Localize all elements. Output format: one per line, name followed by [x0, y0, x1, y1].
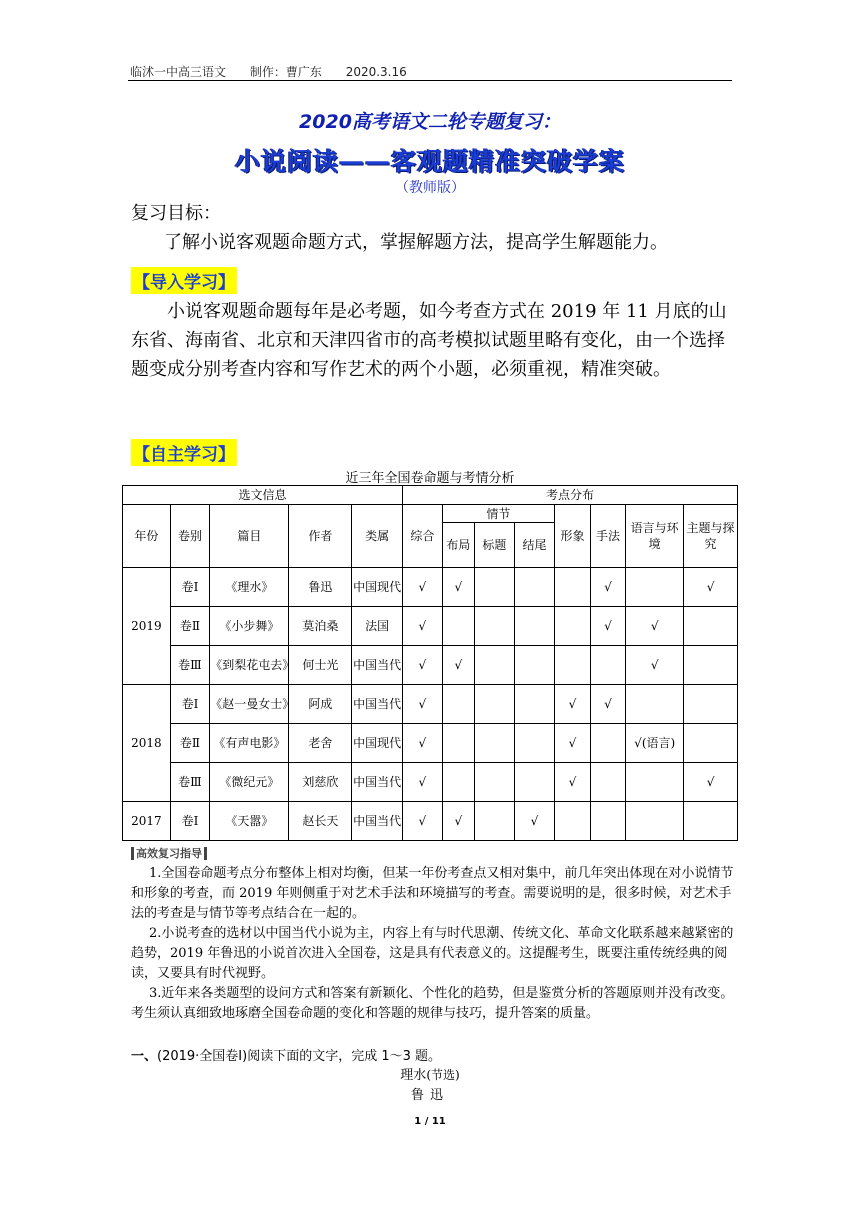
cell-mark: √	[403, 763, 443, 802]
cell-mark	[475, 568, 515, 607]
story-author: 鲁迅	[410, 1088, 449, 1103]
header-rule	[128, 80, 732, 81]
cell-volume: 卷Ⅰ	[170, 685, 210, 724]
intro-paragraph: 小说客观题命题每年是必考题，如今考查方式在 2019 年 11 月底的山东省、海南省、北京和天津四省市的高考模拟试题里略有变化，由一个选择题变成分别考查内容和写作艺术的两个小题，必须重视，精准突破。	[131, 301, 727, 380]
cell-mark	[684, 802, 738, 841]
cell-mark: √(语言)	[626, 724, 684, 763]
cell-volume: 卷Ⅱ	[170, 607, 210, 646]
goals-label: 复习目标：	[131, 203, 221, 224]
guide-paragraph-2: 2.小说考查的选材以中国当代小说为主，内容上有与时代思潮、传统文化、革命文化联系越来越紧密的趋势，2019 年鲁迅的小说首次进入全国卷，这是具有代表意义的。这提醒考生，既要注重传统经典的阅读，又要具有时代视野。	[131, 926, 734, 981]
cell-author: 何士光	[289, 646, 352, 685]
cell-mark	[475, 685, 515, 724]
cell-mark	[514, 685, 555, 724]
cell-mark: √	[626, 646, 684, 685]
cell-category: 中国当代	[352, 802, 403, 841]
table-row	[123, 607, 738, 646]
cell-mark: √	[403, 607, 443, 646]
cell-mark	[442, 685, 474, 724]
cell-mark	[475, 646, 515, 685]
cell-volume: 卷Ⅰ	[170, 568, 210, 607]
col-header-volume: 卷别	[170, 505, 210, 568]
cell-piece: 《赵一曼女士》	[210, 685, 289, 724]
cell-category: 中国现代	[352, 568, 403, 607]
header-maker: 制作：曹广东	[249, 65, 322, 79]
cell-mark: √	[684, 763, 738, 802]
cell-mark	[475, 802, 515, 841]
table-row	[123, 802, 738, 841]
page-number: 1 / 11	[414, 1116, 446, 1127]
intro-section-label: 【导入学习】	[131, 267, 237, 294]
question-prompt	[131, 1045, 441, 1064]
cell-mark	[475, 724, 515, 763]
cell-category: 中国当代	[352, 646, 403, 685]
cell-mark: √	[403, 568, 443, 607]
cell-piece: 《理水》	[210, 568, 289, 607]
guide-paragraph-1: 1.全国卷命题考点分布整体上相对均衡，但某一年份考查点又相对集中，前几年突出体现在对小说情节和形象的考查，而 2019 年则侧重于对艺术手法和环境描写的考查。需要说明的是，很多时候，对艺术手法的考查是与情节等考点结合在一起的。	[131, 866, 734, 921]
cell-mark	[555, 607, 591, 646]
cell-mark	[590, 763, 626, 802]
cell-category: 中国现代	[352, 724, 403, 763]
col-header-heading: 标题	[475, 523, 515, 568]
cell-mark	[684, 646, 738, 685]
doc-subtitle: 小说阅读——客观题精准突破学案	[234, 147, 625, 176]
table-title: 近三年全国卷命题与考情分析	[345, 471, 515, 486]
cell-category: 中国当代	[352, 685, 403, 724]
cell-volume: 卷Ⅰ	[170, 802, 210, 841]
cell-author: 老舍	[289, 724, 352, 763]
cell-author: 赵长天	[289, 802, 352, 841]
col-header-language: 语言与环境	[626, 505, 684, 568]
cell-author: 阿成	[289, 685, 352, 724]
cell-piece: 《到梨花屯去》	[210, 646, 289, 685]
question-text: (2019·全国卷Ⅰ)阅读下面的文字，完成 1～3 题。	[157, 1049, 442, 1064]
cell-year: 2019	[123, 568, 171, 685]
col-header-comprehensive: 综合	[403, 505, 443, 568]
cell-piece: 《微纪元》	[210, 763, 289, 802]
cell-mark: √	[626, 607, 684, 646]
cell-mark	[590, 724, 626, 763]
cell-mark	[555, 568, 591, 607]
cell-mark	[442, 763, 474, 802]
cell-mark: √	[555, 685, 591, 724]
col-header-year: 年份	[123, 505, 171, 568]
page-header	[130, 63, 730, 80]
col-header-image: 形象	[555, 505, 591, 568]
cell-mark	[626, 763, 684, 802]
cell-mark: √	[555, 724, 591, 763]
col-header-ending: 结尾	[514, 523, 555, 568]
edition-label: （教师版）	[395, 180, 465, 196]
cell-mark: √	[442, 646, 474, 685]
table-row	[123, 724, 738, 763]
col-header-piece: 篇目	[210, 505, 289, 568]
cell-author: 莫泊桑	[289, 607, 352, 646]
cell-mark: √	[442, 802, 474, 841]
cell-mark: √	[403, 724, 443, 763]
cell-mark	[626, 685, 684, 724]
cell-mark	[514, 568, 555, 607]
cell-piece: 《小步舞》	[210, 607, 289, 646]
cell-mark	[514, 607, 555, 646]
guide-label: 高效复习指导	[131, 847, 207, 860]
story-title: 理水	[400, 1068, 427, 1083]
cell-mark	[684, 724, 738, 763]
header-school: 临沭一中高三语文	[130, 65, 227, 79]
story-title-line	[0, 1064, 860, 1083]
col-header-category: 类属	[352, 505, 403, 568]
cell-mark: √	[403, 646, 443, 685]
cell-mark	[514, 724, 555, 763]
question-number: 一、	[131, 1049, 158, 1064]
guide-paragraph-3: 3.近年来各类题型的设问方式和答案有新颖化、个性化的趋势，但是鉴赏分析的答题原则并没有改变。考生须认真细致地琢磨全国卷命题的变化和答题的规律与技巧，提升答案的质量。	[131, 986, 734, 1021]
cell-mark	[684, 685, 738, 724]
cell-author: 刘慈欣	[289, 763, 352, 802]
cell-mark	[626, 568, 684, 607]
cell-mark	[514, 646, 555, 685]
cell-mark: √	[590, 685, 626, 724]
goals-text: 了解小说客观题命题方式，掌握解题方法，提高学生解题能力。	[164, 232, 668, 253]
cell-mark: √	[403, 802, 443, 841]
header-date: 2020.3.16	[345, 65, 407, 79]
cell-mark: √	[442, 568, 474, 607]
cell-year: 2017	[123, 802, 171, 841]
cell-category: 法国	[352, 607, 403, 646]
exam-analysis-table	[122, 485, 738, 841]
story-subtitle: (节选)	[426, 1068, 460, 1082]
col-header-layout: 布局	[442, 523, 474, 568]
group-header-source: 选文信息	[123, 486, 403, 505]
cell-volume: 卷Ⅲ	[170, 763, 210, 802]
table-row	[123, 763, 738, 802]
cell-mark	[442, 724, 474, 763]
cell-mark: √	[555, 763, 591, 802]
table-row	[123, 568, 738, 607]
cell-mark	[555, 646, 591, 685]
cell-mark	[590, 802, 626, 841]
table-row	[123, 685, 738, 724]
col-header-plot: 情节	[442, 505, 555, 523]
cell-mark	[555, 802, 591, 841]
cell-mark	[590, 646, 626, 685]
cell-mark	[514, 763, 555, 802]
col-header-technique: 手法	[590, 505, 626, 568]
cell-piece: 《有声电影》	[210, 724, 289, 763]
cell-mark	[442, 607, 474, 646]
table-row	[123, 646, 738, 685]
group-header-points: 考点分布	[403, 486, 738, 505]
cell-volume: 卷Ⅱ	[170, 724, 210, 763]
self-study-label: 【自主学习】	[131, 439, 237, 466]
cell-mark: √	[403, 685, 443, 724]
cell-category: 中国当代	[352, 763, 403, 802]
cell-year: 2018	[123, 685, 171, 802]
col-header-theme: 主题与探究	[684, 505, 738, 568]
cell-mark	[475, 763, 515, 802]
cell-mark	[475, 607, 515, 646]
cell-mark	[626, 802, 684, 841]
cell-mark	[684, 607, 738, 646]
cell-mark: √	[514, 802, 555, 841]
col-header-author: 作者	[289, 505, 352, 568]
cell-piece: 《天嚣》	[210, 802, 289, 841]
cell-mark: √	[684, 568, 738, 607]
cell-mark: √	[590, 568, 626, 607]
cell-author: 鲁迅	[289, 568, 352, 607]
doc-title: 2020高考语文二轮专题复习：	[299, 111, 561, 133]
cell-volume: 卷Ⅲ	[170, 646, 210, 685]
cell-mark: √	[590, 607, 626, 646]
